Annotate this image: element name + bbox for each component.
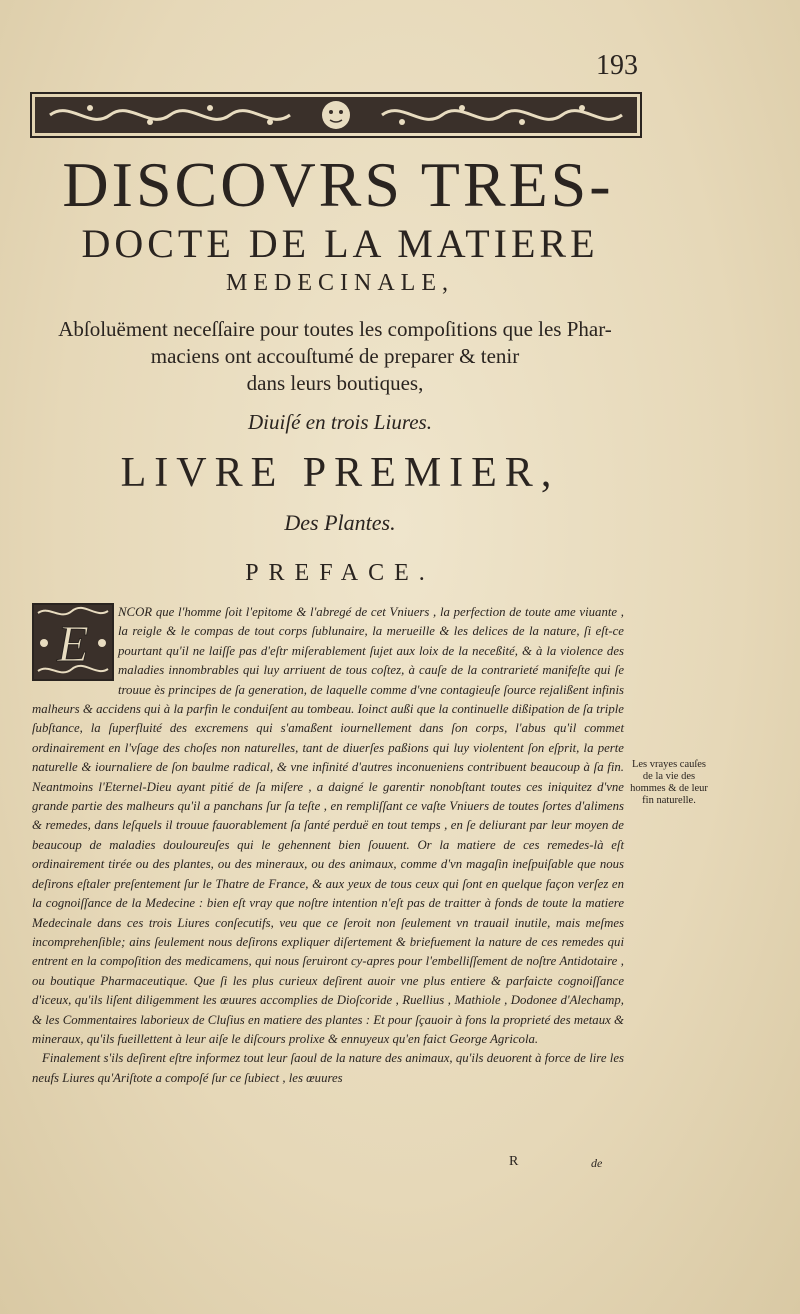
paragraph-2: Finalement s'ils deſirent eſtre informez tout leur ſaoul de la nature des animaux, qu'ils deuorent à force de lire les neufs Liures qu'Ariſtote a compoſé ſur ce ſubiect , les œuures — [32, 1051, 624, 1085]
title-line-2: DOCTE DE LA MATIERE — [81, 221, 599, 266]
dropcap-letter: E — [57, 616, 89, 673]
book-title: LIVRE PREMIER, — [120, 450, 560, 496]
catchword: de — [591, 1156, 603, 1170]
page-number: 193 — [596, 50, 638, 81]
decorated-initial — [32, 603, 114, 681]
title-line-1: DISCOVRS TRES- — [62, 149, 614, 220]
margin-note: Les vrayes cauſes de la vie des hommes & de leur fin naturelle. — [630, 759, 708, 806]
subtitle-line-3: dans leurs boutiques, — [246, 371, 424, 395]
title-line-3: MEDECINALE, — [226, 270, 454, 296]
paragraph-1: NCOR que l'homme ſoit l'epitome & l'abregé de cet Vniuers , la perfection de toute ame viuante , la reigle & le compas de tout corps ſublunaire, la merueille & les delices de la nature, ſi eſt-ce pourtant qu'il ne laiſſe pas d'eſtr miſerablement ſujet aux loix de la neceßité, & à la violence des maladies innombrables qui luy arriuent de tous coſtez, à cauſe de la contrarieté manifeſte qui ſe trouue ès principes de ſa generation, de laquelle comme d'vne contagieuſe ſource rejalißent infinis malheurs & accidens qui à la parfin le conduiſent au tombeau. Ioinct außi que la continuelle dißipation de ſa triple ſubſtance, la ſuperfluité des excremens qui s'amaßent iournellement dans ſon corps, l'abus qu'il commet ordinairement en l'vſage des choſes non naturelles, tant de diuerſes paßions qui luy violentent ſon eſprit, la perte naturelle & iournaliere de ſon baulme radical, & vne infinité d'autres inconueniens contribuent beaucoup à ſa fin. Neantmoins l'Eternel-Dieu ayant pitié de ſa miſere , a daigné le garentir nonobſtant toutes ces iniquitez d'vne grande partie des malheurs qu'il a panchans ſur ſa teſte , en rempliſſant ce vaſte Vniuers de toutes ſortes d'alimens & remedes, dans leſquels il trouue fauorablement ſa ſanté perduë en tout temps , en ſe deliurant par leur moyen de beaucoup de maladies douloureuſes qui le gehennent bien ſouuent. Or la matiere de ces remedes-là eſt ordinairement tirée ou des plantes, ou des mineraux, ou des animaux, comme d'vn magaſin ineſpuiſable que nous deſirons eſtaler preſentement ſur le Thatre de France, & aux yeux de tous ceux qui ſont en quelque façon verſez en la cognoiſſance de la Medecine : bien eſt vray que noſtre intention n'eſt pas de traitter à fonds de toute la matiere Medecinale dans ces trois Liures conſecutifs, veu que ce ſeroit non ſeulement vn trauail inutile, mais meſmes incomprehenſible; ains ſeulement nous deſirons expliquer diſertement & briefuement la nature de ces remedes qui entrent en la compoſition des medicamens, qui nous ſeruiront cy-apres pour l'embelliſſement de noſtre Antidotaire , ou boutique Pharmaceutique. Que ſi les plus curieux deſirent auoir vne plus entiere & parfaicte cognoiſſance d'iceux, qu'ils liſent diligemment les œuures accomplies de Dioſcoride , Ruellius , Mathiole , Dodonee d'Alechamp, & les Commentaires laborieux de Cluſius en matiere des plantes : Et pour ſçauoir à fons la proprieté des metaux & mineraux, qu'ils fueillettent à leur aiſe le diſcours prolixe & ennuyeux qu'en faict George Agricola. — [32, 605, 624, 1046]
preface-heading: PREFACE. — [245, 560, 435, 586]
head-ornament-banner — [30, 90, 642, 140]
subtitle — [30, 316, 640, 397]
subtitle-line-2: maciens ont accouſtumé de preparer & tenir — [150, 344, 520, 368]
division-note: Diuiſé en trois Liures. — [248, 410, 432, 434]
body-text — [32, 603, 624, 1088]
section-title: Des Plantes. — [284, 510, 396, 535]
subtitle-line-1: Abſoluëment neceſſaire pour toutes les compoſitions que les Phar- — [58, 317, 612, 341]
signature-mark: R — [509, 1154, 519, 1169]
